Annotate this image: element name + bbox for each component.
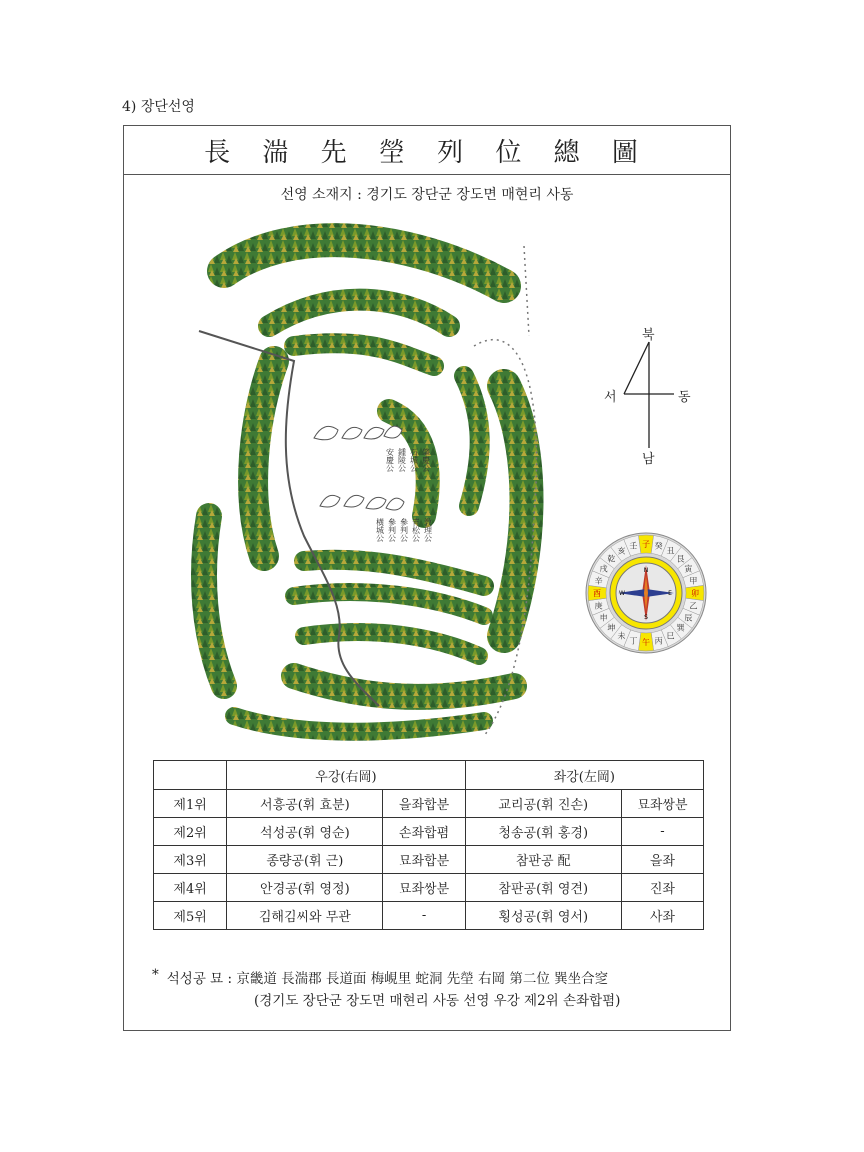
right-type-cell: 을좌합분 (383, 790, 465, 818)
compass-label: 寅 (684, 564, 693, 574)
left-name-cell: 참판공(휘 영견) (465, 874, 621, 902)
header-blank (154, 761, 227, 790)
table-row (154, 874, 704, 902)
compass-label: 庚 (594, 601, 603, 611)
left-type-cell: 묘좌쌍분 (621, 790, 703, 818)
grave-label: 肇慶公 (421, 448, 431, 472)
footnote-star: * (152, 967, 159, 983)
left-name-cell: 교리공(휘 진손) (465, 790, 621, 818)
compass-label: 酉 (593, 589, 601, 598)
east-label: 동 (678, 390, 691, 405)
grave-label: 靑松公 (411, 518, 421, 542)
compass-e: E (668, 590, 672, 597)
right-type-cell: 묘좌합분 (383, 846, 465, 874)
compass-label: 丙 (654, 636, 663, 646)
compass-w: W (619, 590, 625, 597)
right-name-cell: 종량공(휘 근) (227, 846, 383, 874)
south-label: 남 (642, 452, 655, 467)
header-left-ridge: 좌강(左岡) (465, 761, 703, 790)
compass-rose-icon (584, 531, 708, 655)
compass-label: 乙 (689, 601, 698, 611)
rank-cell: 제3위 (154, 846, 227, 874)
header-right-ridge: 우강(右岡) (227, 761, 465, 790)
footnote (152, 968, 620, 1012)
compass-s: S (644, 614, 648, 621)
left-type-cell: 진좌 (621, 874, 703, 902)
compass-label: 丑 (666, 546, 675, 556)
footnote-line1: 석성공 묘 : 京畿道 長湍郡 長道面 梅峴里 蛇洞 先塋 右岡 第二位 巽坐合窆 (166, 971, 609, 987)
location-text: 선영 소재지 : 경기도 장단군 장도면 매현리 사동 (280, 187, 574, 203)
grave-label: 敎理公 (423, 518, 433, 542)
compass-label: 申 (599, 613, 608, 623)
compass-label: 坤 (607, 623, 616, 633)
compass-label: 亥 (617, 546, 626, 556)
grave-label: 鍾陵公 (397, 448, 407, 472)
grave-label: 安慶公 (385, 448, 395, 472)
compass-label: 辰 (684, 613, 693, 623)
compass-label: 壬 (629, 541, 638, 551)
compass-label: 未 (617, 631, 626, 641)
compass-label: 甲 (689, 576, 698, 586)
table-row (154, 846, 704, 874)
left-name-cell: 횡성공(휘 영서) (465, 902, 621, 930)
table-row (154, 818, 704, 846)
grave-label: 石城公 (409, 448, 419, 472)
west-label: 서 (604, 390, 617, 405)
table-row (154, 902, 704, 930)
compass-label: 戌 (599, 564, 608, 574)
compass-n: N (643, 567, 649, 574)
compass-label: 午 (642, 638, 650, 647)
grave-rank-table (153, 760, 704, 930)
left-type-cell: - (621, 818, 703, 846)
compass-label: 子 (642, 540, 650, 549)
left-name-cell: 참판공 配 (465, 846, 621, 874)
cemetery-map (184, 216, 554, 746)
grave-label: 參判公 (387, 518, 397, 542)
north-label: 북 (642, 328, 655, 343)
compass-label: 卯 (691, 589, 699, 598)
compass-label: 乾 (607, 554, 616, 564)
right-type-cell: 손좌합폄 (383, 818, 465, 846)
rank-cell: 제4위 (154, 874, 227, 902)
footnote-line2: (경기도 장단군 장도면 매현리 사동 선영 우강 제2위 손좌합폄) (254, 993, 621, 1009)
rank-cell: 제2위 (154, 818, 227, 846)
compass-label: 癸 (654, 541, 663, 551)
section-title: 4) 장단선영 (122, 99, 195, 115)
map-panel (123, 125, 731, 1031)
right-name-cell: 석성공(휘 영순) (227, 818, 383, 846)
compass-label: 巽 (676, 623, 685, 633)
right-name-cell: 안경공(휘 영정) (227, 874, 383, 902)
compass-label: 艮 (676, 554, 685, 564)
compass-label: 丁 (629, 636, 638, 646)
grave-label: 橫城公 (375, 518, 385, 542)
left-type-cell: 을좌 (621, 846, 703, 874)
table-header-row (154, 761, 704, 790)
table-row (154, 790, 704, 818)
right-type-cell: - (383, 902, 465, 930)
right-name-cell: 서흥공(휘 효분) (227, 790, 383, 818)
right-type-cell: 묘좌쌍분 (383, 874, 465, 902)
panel-title: 長 湍 先 塋 列 位 總 圖 (124, 126, 730, 175)
left-type-cell: 사좌 (621, 902, 703, 930)
compass-label: 巳 (666, 631, 675, 641)
right-name-cell: 김해김씨와 무관 (227, 902, 383, 930)
grave-label: 參判公 (399, 518, 409, 542)
rank-cell: 제1위 (154, 790, 227, 818)
rank-cell: 제5위 (154, 902, 227, 930)
left-name-cell: 청송공(휘 홍경) (465, 818, 621, 846)
compass-label: 辛 (594, 576, 603, 586)
north-arrow (594, 324, 704, 467)
